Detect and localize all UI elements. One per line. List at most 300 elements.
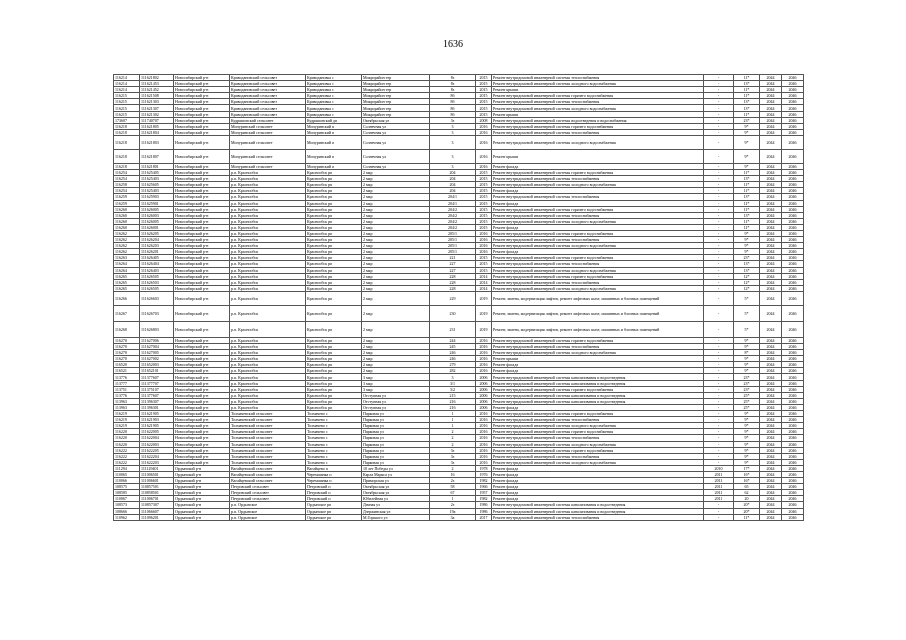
cell-plan-end: 2046 — [782, 471, 804, 477]
cell-plan-start: 2044 — [760, 368, 782, 374]
cell-num: 116270 — [114, 337, 140, 343]
cell-locality: Краснообск рп — [306, 261, 362, 267]
cell-plan-end: 2046 — [782, 356, 804, 362]
cell-settlement: р.п. Краснообск — [230, 249, 306, 255]
cell-district: Ордынский р-н — [174, 490, 230, 496]
cell-settlement: р.п. Краснообск — [230, 176, 306, 182]
cell-street: Карла Маркса ул — [362, 471, 430, 477]
cell-plan-end: 2046 — [782, 417, 804, 423]
cell-code: 111626803 — [140, 321, 174, 337]
cell-street: Отступная ул — [362, 404, 430, 410]
cell-area: - — [704, 423, 734, 429]
cell-num: 116262 — [114, 243, 140, 249]
table-row — [114, 291, 804, 305]
cell-num: 111294 — [114, 465, 140, 471]
cell-num: 116215 — [114, 105, 140, 111]
cell-code: 111627006 — [140, 337, 174, 343]
cell-plan-start: 2044 — [760, 514, 782, 520]
cell-work: Ремонт, замена, модернизация лифтов, ремонт лифтовых шахт, машинных и блочных помещений — [492, 305, 704, 321]
cell-plan-end: 2046 — [782, 321, 804, 337]
cell-locality: Краснообск рп — [306, 188, 362, 194]
cell-locality: Мичуринский п — [306, 135, 362, 149]
cell-start-year: 2015 — [476, 87, 492, 93]
cell-settlement: Толмачевский сельсовет — [230, 429, 306, 435]
cell-district: Новосибирский р-н — [174, 273, 230, 279]
cell-district: Новосибирский р-н — [174, 129, 230, 135]
cell-price: 9* — [734, 129, 760, 135]
cell-work: Ремонт фасада — [492, 188, 704, 194]
cell-plan-end: 2046 — [782, 441, 804, 447]
cell-start-year: 2016 — [476, 423, 492, 429]
cell-street: Микрорайон тер — [362, 75, 430, 81]
cell-code: 111066607 — [140, 508, 174, 514]
cell-code: 111625403 — [140, 188, 174, 194]
cell-num: 116222 — [114, 459, 140, 465]
cell-work: Ремонт внутридомовой инженерной системы холодного водоснабжения — [492, 105, 704, 111]
cell-start-year: 2016 — [476, 230, 492, 236]
cell-street: Парковая ул — [362, 453, 430, 459]
cell-settlement: р.п. Краснообск — [230, 170, 306, 176]
cell-work: Ремонт внутридомовой инженерной системы холодного водоснабжения — [492, 243, 704, 249]
cell-start-year: 2016 — [476, 429, 492, 435]
cell-work: Ремонт внутридомовой инженерной системы холодного водоснабжения — [492, 285, 704, 291]
cell-area: - — [704, 105, 734, 111]
cell-street: Микрорайон тер — [362, 111, 430, 117]
cell-area: 2011 — [704, 496, 734, 502]
cell-street: М.Горького ул — [362, 514, 430, 520]
cell-settlement: р.п. Краснообск — [230, 182, 306, 188]
cell-work: Ремонт внутридомовой инженерной системы холодного водоснабжения — [492, 135, 704, 149]
cell-area: - — [704, 398, 734, 404]
cell-num: 116220 — [114, 435, 140, 441]
cell-code: 111621307 — [140, 105, 174, 111]
cell-area: 2011 — [704, 490, 734, 496]
cell-price: 25* — [734, 404, 760, 410]
cell-district: Новосибирский р-н — [174, 230, 230, 236]
cell-locality: Мичуринский п — [306, 123, 362, 129]
cell-area: - — [704, 368, 734, 374]
cell-settlement: Кудряшовский сельсовет — [230, 117, 306, 123]
cell-district: Новосибирский р-н — [174, 441, 230, 447]
cell-locality: Краснообск рп — [306, 356, 362, 362]
cell-house: 227 — [430, 261, 476, 267]
cell-price: 11* — [734, 218, 760, 224]
cell-code: 111625901 — [140, 200, 174, 206]
cell-plan-start: 2044 — [760, 163, 782, 169]
cell-settlement: р.п. Краснообск — [230, 392, 306, 398]
cell-code: 111621802 — [140, 75, 174, 81]
cell-settlement: Криводановский сельсовет — [230, 75, 306, 81]
cell-price: 9* — [734, 423, 760, 429]
cell-start-year: 2016 — [476, 453, 492, 459]
cell-start-year: 1982 — [476, 496, 492, 502]
cell-num: 110962 — [114, 514, 140, 520]
cell-code: 111625403 — [140, 176, 174, 182]
cell-house: 204 — [430, 188, 476, 194]
cell-start-year: 2015 — [476, 194, 492, 200]
cell-work: Ремонт внутридомовой инженерной системы теплоснабжения — [492, 435, 704, 441]
cell-plan-end: 2046 — [782, 350, 804, 356]
cell-code: 111377607 — [140, 392, 174, 398]
cell-locality: Краснообск рп — [306, 230, 362, 236]
cell-street: Парковая ул — [362, 423, 430, 429]
cell-locality: Краснообск рп — [306, 194, 362, 200]
cell-price: 11* — [734, 93, 760, 99]
cell-plan-end: 2046 — [782, 392, 804, 398]
cell-district: Новосибирский р-н — [174, 218, 230, 224]
cell-plan-end: 2046 — [782, 176, 804, 182]
cell-plan-start: 2044 — [760, 386, 782, 392]
cell-start-year: 2016 — [476, 447, 492, 453]
cell-settlement: р.п. Краснообск — [230, 321, 306, 337]
cell-plan-start: 2044 — [760, 135, 782, 149]
cell-locality: Краснообск рп — [306, 362, 362, 368]
cell-work: Ремонт внутридомовой инженерной системы теплоснабжения — [492, 279, 704, 285]
cell-settlement: Криводановский сельсовет — [230, 81, 306, 87]
cell-num: 108585 — [114, 490, 140, 496]
cell-house: 3 — [430, 135, 476, 149]
cell-settlement: р.п. Краснообск — [230, 386, 306, 392]
cell-price: 9* — [734, 356, 760, 362]
cell-house: 227 — [430, 267, 476, 273]
cell-plan-end: 2046 — [782, 117, 804, 123]
cell-num: 116266 — [114, 291, 140, 305]
cell-settlement: р.п. Ордынское — [230, 508, 306, 514]
cell-street: Дзержинская ул — [362, 508, 430, 514]
cell-district: Ордынский р-н — [174, 465, 230, 471]
cell-price: 9* — [734, 368, 760, 374]
cell-plan-start: 2044 — [760, 471, 782, 477]
cell-work: Ремонт внутридомовой инженерной системы холодного водоснабжения — [492, 350, 704, 356]
cell-house: 3 — [430, 374, 476, 380]
cell-street: 2 мкр — [362, 273, 430, 279]
cell-locality: Краснообск рп — [306, 337, 362, 343]
cell-price: 20 — [734, 496, 760, 502]
cell-area: - — [704, 182, 734, 188]
cell-district: Новосибирский р-н — [174, 212, 230, 218]
cell-start-year: 2016 — [476, 435, 492, 441]
cell-start-year: 2006 — [476, 404, 492, 410]
cell-code: 111622003 — [140, 441, 174, 447]
cell-area: - — [704, 344, 734, 350]
cell-plan-start: 2044 — [760, 194, 782, 200]
cell-settlement: р.п. Краснообск — [230, 212, 306, 218]
cell-house: 8б — [430, 105, 476, 111]
cell-plan-end: 2046 — [782, 243, 804, 249]
cell-locality: Краснообск рп — [306, 344, 362, 350]
cell-plan-end: 2046 — [782, 362, 804, 368]
cell-house: 231 — [430, 321, 476, 337]
cell-code: 111626505 — [140, 285, 174, 291]
cell-code: 111626403 — [140, 267, 174, 273]
cell-area: - — [704, 224, 734, 230]
cell-house: 204/2 — [430, 212, 476, 218]
cell-plan-end: 2046 — [782, 81, 804, 87]
cell-settlement: р.п. Краснообск — [230, 305, 306, 321]
cell-house: 3з — [430, 459, 476, 465]
cell-plan-start: 2044 — [760, 459, 782, 465]
cell-work: Ремонт внутридомовой инженерной системы канализования и водоотведения — [492, 392, 704, 398]
cell-house: 205/1 — [430, 230, 476, 236]
cell-district: Новосибирский р-н — [174, 362, 230, 368]
cell-start-year: 2019 — [476, 291, 492, 305]
cell-plan-end: 2046 — [782, 337, 804, 343]
cell-street: Микрорайон тер — [362, 81, 430, 87]
cell-street: 2 мкр — [362, 291, 430, 305]
cell-plan-start: 2044 — [760, 465, 782, 471]
cell-code: 111626505 — [140, 273, 174, 279]
cell-plan-start: 2044 — [760, 243, 782, 249]
cell-street: 2 мкр — [362, 368, 430, 374]
cell-district: Новосибирский р-н — [174, 93, 230, 99]
cell-plan-start: 2044 — [760, 230, 782, 236]
cell-plan-end: 2046 — [782, 230, 804, 236]
cell-price: 13* — [734, 267, 760, 273]
cell-house: 221 — [430, 255, 476, 261]
cell-district: Новосибирский р-н — [174, 305, 230, 321]
cell-district: Новосибирский р-н — [174, 459, 230, 465]
cell-plan-end: 2046 — [782, 123, 804, 129]
cell-work: Ремонт внутридомовой инженерной системы теплоснабжения — [492, 514, 704, 520]
cell-price: 11* — [734, 75, 760, 81]
cell-plan-end: 2046 — [782, 224, 804, 230]
cell-district: Новосибирский р-н — [174, 194, 230, 200]
cell-work: Ремонт внутридомовой инженерной системы холодного водоснабжения — [492, 218, 704, 224]
cell-plan-start: 2044 — [760, 87, 782, 93]
cell-num: 116218 — [114, 129, 140, 135]
cell-code: 111129401 — [140, 465, 174, 471]
cell-start-year: 2015 — [476, 75, 492, 81]
cell-area: - — [704, 514, 734, 520]
cell-start-year: 2014 — [476, 273, 492, 279]
cell-district: Новосибирский р-н — [174, 350, 230, 356]
cell-price: 9* — [734, 249, 760, 255]
cell-settlement: Толмачевский сельсовет — [230, 435, 306, 441]
cell-plan-start: 2044 — [760, 81, 782, 87]
cell-plan-end: 2046 — [782, 149, 804, 163]
cell-plan-start: 2044 — [760, 212, 782, 218]
cell-price: 13* — [734, 81, 760, 87]
cell-house: 2 — [430, 429, 476, 435]
cell-num: 116218 — [114, 149, 140, 163]
table-row — [114, 135, 804, 149]
cell-area: - — [704, 502, 734, 508]
cell-house: 246 — [430, 356, 476, 362]
cell-plan-start: 2044 — [760, 267, 782, 273]
cell-plan-start: 2044 — [760, 441, 782, 447]
cell-area: - — [704, 87, 734, 93]
cell-work: Ремонт внутридомовой инженерной системы горячего водоснабжения — [492, 447, 704, 453]
cell-price: 16* — [734, 478, 760, 484]
cell-locality: Толмачево с — [306, 423, 362, 429]
cell-start-year: 2016 — [476, 129, 492, 135]
cell-plan-end: 2046 — [782, 279, 804, 285]
cell-start-year: 1982 — [476, 478, 492, 484]
cell-work: Ремонт фасада — [492, 249, 704, 255]
cell-area: - — [704, 194, 734, 200]
cell-plan-end: 2046 — [782, 423, 804, 429]
cell-plan-start: 2044 — [760, 374, 782, 380]
cell-settlement: р.п. Краснообск — [230, 404, 306, 410]
cell-start-year: 2015 — [476, 111, 492, 117]
cell-code: 111396301 — [140, 404, 174, 410]
cell-plan-end: 2046 — [782, 305, 804, 321]
cell-locality: Черемшанка п — [306, 478, 362, 484]
cell-district: Ордынский р-н — [174, 514, 230, 520]
cell-settlement: р.п. Ордынское — [230, 502, 306, 508]
cell-settlement: р.п. Краснообск — [230, 279, 306, 285]
cell-area: - — [704, 350, 734, 356]
cell-plan-start: 2044 — [760, 224, 782, 230]
cell-locality: Петровский п — [306, 490, 362, 496]
cell-work: Ремонт фасада — [492, 484, 704, 490]
cell-settlement: р.п. Ордынское — [230, 514, 306, 520]
cell-price: 9* — [734, 337, 760, 343]
cell-district: Новосибирский р-н — [174, 182, 230, 188]
cell-house: 3/1 — [430, 380, 476, 386]
cell-house: 204 — [430, 170, 476, 176]
cell-num: 116263 — [114, 255, 140, 261]
cell-house: 3з — [430, 447, 476, 453]
cell-plan-start: 2044 — [760, 362, 782, 368]
cell-house: 228 — [430, 285, 476, 291]
cell-code: 111621804 — [140, 129, 174, 135]
cell-locality: Толмачево с — [306, 435, 362, 441]
cell-code: 111622005 — [140, 429, 174, 435]
cell-num: 116265 — [114, 279, 140, 285]
cell-code: 111621303 — [140, 99, 174, 105]
cell-district: Новосибирский р-н — [174, 176, 230, 182]
cell-street: Микрорайон тер — [362, 99, 430, 105]
cell-start-year: 2015 — [476, 200, 492, 206]
cell-street: 2 мкр — [362, 279, 430, 285]
cell-house: 3 — [430, 163, 476, 169]
cell-code: 111626001 — [140, 224, 174, 230]
cell-house: 8б — [430, 111, 476, 117]
cell-start-year: 2016 — [476, 237, 492, 243]
cell-area: - — [704, 356, 734, 362]
cell-code: 111627005 — [140, 350, 174, 356]
cell-price: 11* — [734, 170, 760, 176]
cell-code: 111622205 — [140, 447, 174, 453]
cell-work: Ремонт фасада — [492, 465, 704, 471]
cell-num: 116521 — [114, 368, 140, 374]
cell-plan-start: 2044 — [760, 447, 782, 453]
cell-street: Парковая ул — [362, 441, 430, 447]
cell-street: Октябрьская ул — [362, 490, 430, 496]
cell-start-year: 2019 — [476, 305, 492, 321]
cell-work: Ремонт фасада — [492, 490, 704, 496]
cell-district: Новосибирский р-н — [174, 356, 230, 362]
cell-price: 9* — [734, 441, 760, 447]
cell-code: 111622204 — [140, 453, 174, 459]
cell-street: Отступная ул — [362, 398, 430, 404]
cell-locality: Криводановка с — [306, 75, 362, 81]
cell-plan-end: 2046 — [782, 99, 804, 105]
cell-district: Новосибирский р-н — [174, 249, 230, 255]
cell-num: 116220 — [114, 441, 140, 447]
cell-plan-start: 2044 — [760, 484, 782, 490]
cell-num: 116265 — [114, 273, 140, 279]
cell-house: 229 — [430, 291, 476, 305]
cell-area: - — [704, 163, 734, 169]
cell-settlement: Мичуринский сельсовет — [230, 123, 306, 129]
cell-area: 2010 — [704, 465, 734, 471]
cell-work: Ремонт внутридомовой инженерной системы теплоснабжения — [492, 129, 704, 135]
cell-street: Приморская ул — [362, 478, 430, 484]
cell-locality: Кудряшовский дп — [306, 117, 362, 123]
cell-price: 9* — [734, 163, 760, 169]
cell-locality: Краснообск рп — [306, 176, 362, 182]
cell-plan-start: 2044 — [760, 453, 782, 459]
cell-code: 111375107 — [140, 386, 174, 392]
cell-code: 111627004 — [140, 344, 174, 350]
cell-plan-end: 2046 — [782, 380, 804, 386]
cell-district: Ордынский р-н — [174, 484, 230, 490]
cell-num: 116262 — [114, 237, 140, 243]
cell-plan-start: 2044 — [760, 423, 782, 429]
cell-work: Ремонт внутридомовой инженерной системы горячего водоснабжения — [492, 386, 704, 392]
cell-area: - — [704, 267, 734, 273]
cell-locality: Краснообск рп — [306, 285, 362, 291]
cell-plan-end: 2046 — [782, 135, 804, 149]
cell-start-year: 2015 — [476, 170, 492, 176]
cell-num: 116258 — [114, 182, 140, 188]
cell-settlement: Мичуринский сельсовет — [230, 135, 306, 149]
cell-house: 3 — [430, 129, 476, 135]
cell-work: Ремонт внутридомовой инженерной системы холодного водоснабжения — [492, 441, 704, 447]
cell-house: 205/1 — [430, 249, 476, 255]
cell-district: Новосибирский р-н — [174, 398, 230, 404]
cell-price: 9* — [734, 149, 760, 163]
cell-work: Ремонт внутридомовой инженерной системы холодного водоснабжения — [492, 182, 704, 188]
cell-area: - — [704, 129, 734, 135]
cell-num: 116260 — [114, 218, 140, 224]
cell-plan-end: 2046 — [782, 194, 804, 200]
cell-area: - — [704, 111, 734, 117]
cell-district: Новосибирский р-н — [174, 188, 230, 194]
cell-num: 110065 — [114, 471, 140, 477]
cell-num: 116254 — [114, 170, 140, 176]
cell-plan-start: 2044 — [760, 417, 782, 423]
cell-work: Ремонт внутридомовой инженерной системы теплоснабжения — [492, 344, 704, 350]
cell-locality: Мичуринский п — [306, 129, 362, 135]
cell-plan-start: 2044 — [760, 380, 782, 386]
cell-area: - — [704, 429, 734, 435]
cell-plan-start: 2044 — [760, 170, 782, 176]
cell-district: Новосибирский р-н — [174, 163, 230, 169]
cell-code: 111621905 — [140, 411, 174, 417]
cell-house: 3а — [430, 514, 476, 520]
cell-code: 111626404 — [140, 261, 174, 267]
cell-work: Ремонт внутридомовой инженерной системы канализования и водоотведения — [492, 374, 704, 380]
cell-locality: Ордынское рп — [306, 514, 362, 520]
cell-start-year: 2019 — [476, 321, 492, 337]
cell-settlement: Криводановский сельсовет — [230, 99, 306, 105]
cell-settlement: р.п. Краснообск — [230, 261, 306, 267]
cell-locality: Толмачево с — [306, 459, 362, 465]
cell-work: Ремонт крыши — [492, 87, 704, 93]
cell-district: Новосибирский р-н — [174, 117, 230, 123]
cell-area: - — [704, 273, 734, 279]
cell-house: 204/1 — [430, 200, 476, 206]
cell-area: - — [704, 459, 734, 465]
cell-area: - — [704, 337, 734, 343]
cell-code: 111626005 — [140, 206, 174, 212]
cell-district: Новосибирский р-н — [174, 206, 230, 212]
cell-work: Ремонт внутридомовой инженерной системы горячего водоснабжения — [492, 206, 704, 212]
cell-start-year: 2015 — [476, 81, 492, 87]
